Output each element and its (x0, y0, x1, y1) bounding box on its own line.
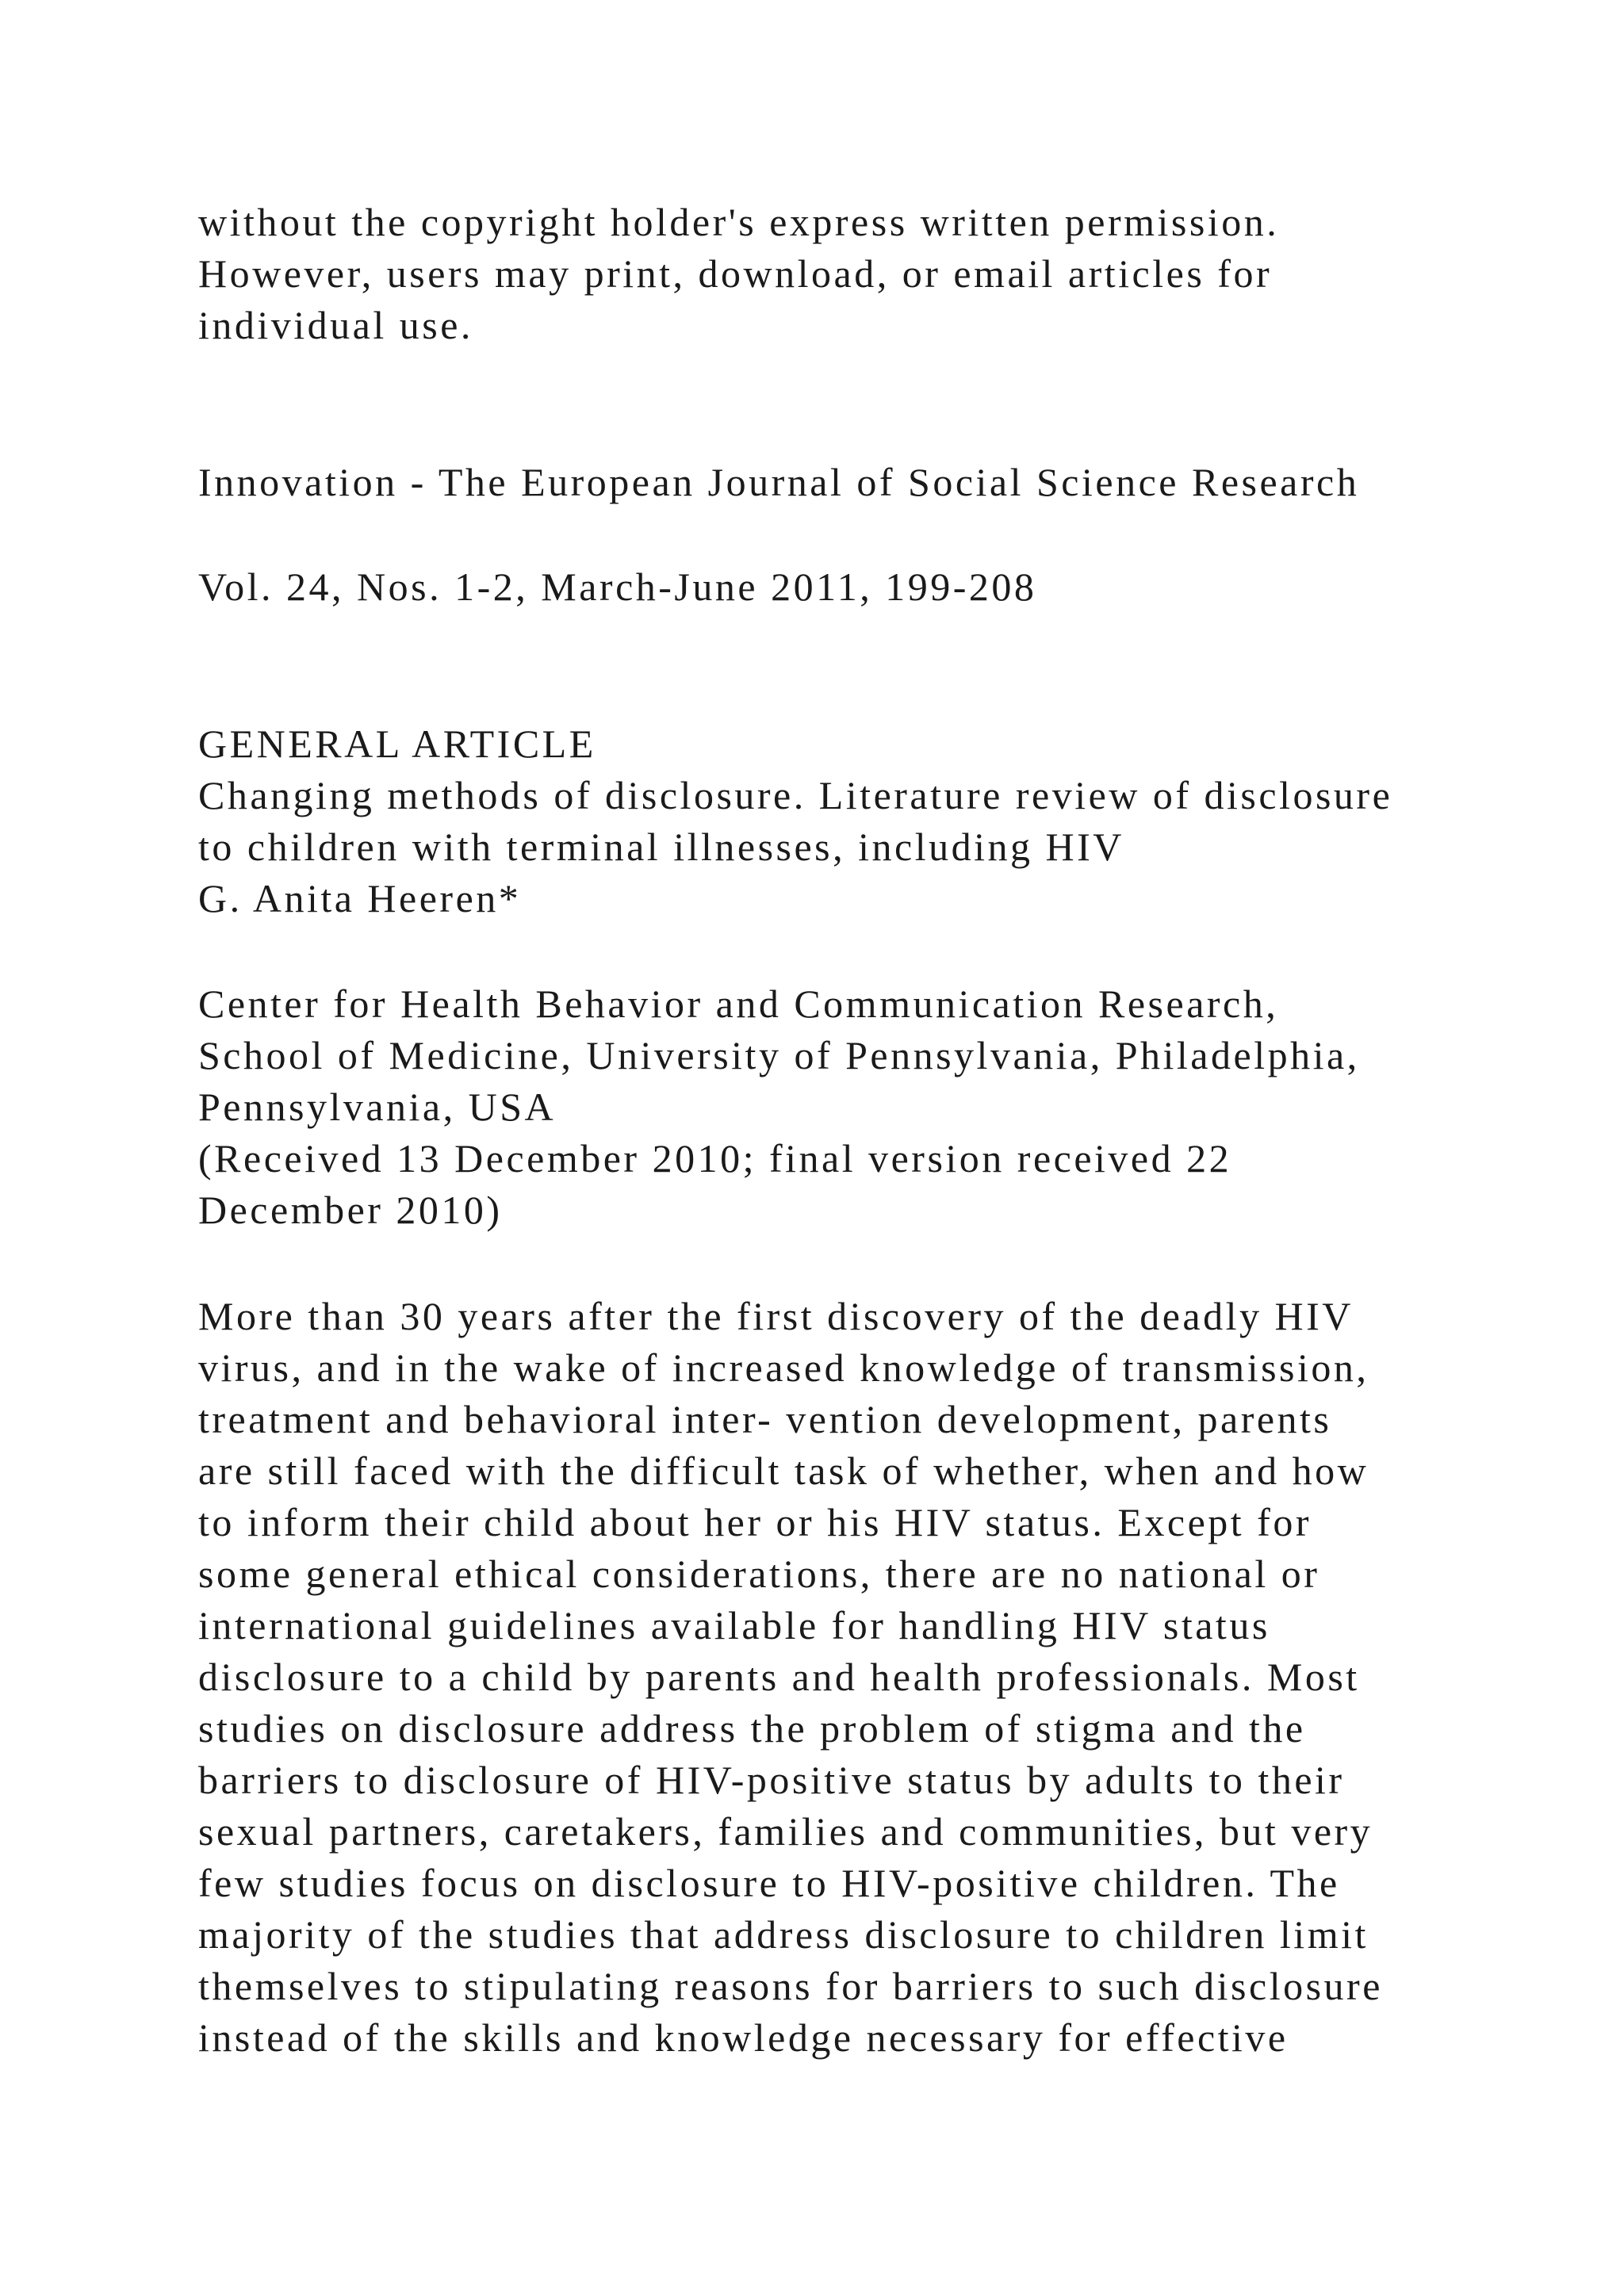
abstract-line: sexual partners, caretakers, families and communities, but very (198, 1809, 1373, 1854)
abstract-line: treatment and behavioral inter- vention development, parents (198, 1397, 1332, 1441)
abstract-paragraph (198, 1291, 1546, 2064)
article-header (198, 718, 1546, 924)
abstract-line: are still faced with the difficult task of whether, when and how (198, 1448, 1369, 1493)
affiliation-line: Pennsylvania, USA (198, 1085, 557, 1129)
abstract-line: few studies focus on disclosure to HIV-positive children. The (198, 1861, 1340, 1905)
received-line: December 2010) (198, 1188, 503, 1232)
affiliation-line: Center for Health Behavior and Communication Research, (198, 982, 1279, 1026)
abstract-line: instead of the skills and knowledge necessary for effective (198, 2015, 1289, 2060)
abstract-line: More than 30 years after the first discovery of the deadly HIV (198, 1294, 1354, 1338)
copyright-notice (198, 197, 1546, 351)
journal-volume (198, 561, 1546, 613)
journal-volume-line: Vol. 24, Nos. 1-2, March-June 2011, 199-208 (198, 564, 1037, 609)
article-title-line: Changing methods of disclosure. Literature review of disclosure (198, 773, 1393, 817)
copyright-line: However, users may print, download, or email articles for (198, 251, 1273, 296)
journal-name (198, 457, 1546, 508)
author-name: G. Anita Heeren* (198, 876, 522, 920)
affiliation-block (198, 978, 1546, 1236)
received-line: (Received 13 December 2010; final version received 22 (198, 1136, 1232, 1181)
journal-name-line: Innovation - The European Journal of Social Science Research (198, 460, 1360, 504)
abstract-line: international guidelines available for handling HIV status (198, 1603, 1270, 1647)
article-title-line: to children with terminal illnesses, including HIV (198, 825, 1124, 869)
article-type: GENERAL ARTICLE (198, 721, 596, 766)
abstract-line: some general ethical considerations, there are no national or (198, 1552, 1320, 1596)
affiliation-line: School of Medicine, University of Pennsylvania, Philadelphia, (198, 1033, 1360, 1077)
copyright-line: without the copyright holder's express written permission. (198, 200, 1280, 244)
copyright-line: individual use. (198, 303, 473, 347)
abstract-line: virus, and in the wake of increased knowledge of transmission, (198, 1345, 1369, 1390)
abstract-line: themselves to stipulating reasons for barriers to such disclosure (198, 1964, 1383, 2008)
abstract-line: disclosure to a child by parents and health professionals. Most (198, 1655, 1360, 1699)
abstract-line: barriers to disclosure of HIV-positive status by adults to their (198, 1758, 1345, 1802)
abstract-line: studies on disclosure address the problem of stigma and the (198, 1706, 1306, 1751)
abstract-line: to inform their child about her or his HIV status. Except for (198, 1500, 1312, 1544)
abstract-line: majority of the studies that address disclosure to children limit (198, 1912, 1369, 1957)
